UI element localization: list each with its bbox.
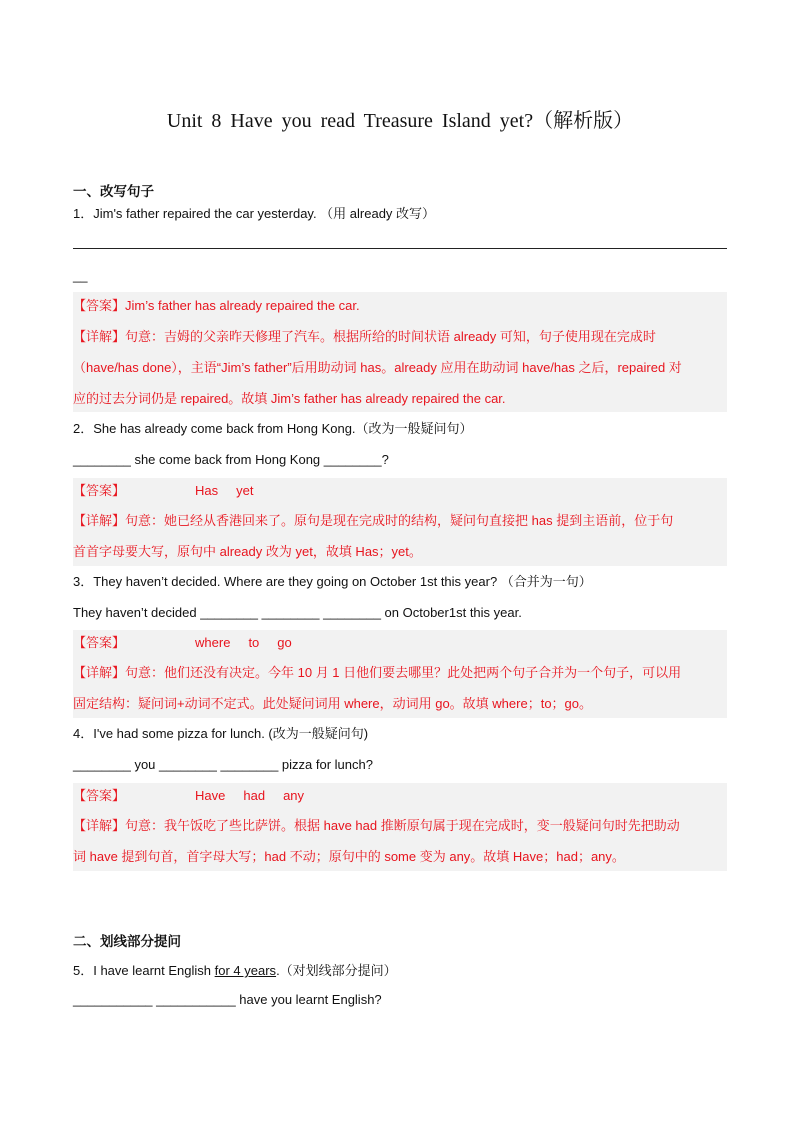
answer-label: 【答案】 [73,483,126,498]
answer-blank-line [73,248,727,249]
answer-q1 [73,296,360,316]
question-2: 2．She has already come back from Hong Kong.（改为一般疑问句） [73,421,473,436]
answer-q2 [73,481,253,501]
question-4: 4．I've had some pizza for lunch. (改为一般疑问句) [73,726,369,741]
question-5-blank: ___________ ___________ have you learnt English? [73,992,382,1007]
question-2-blank: ________ she come back from Hong Kong ________? [73,452,389,467]
answer-word-3: go [277,635,292,650]
question-5-text: 5．I have learnt English [73,963,215,978]
detail-q1-line1 [73,327,656,347]
question-5-instruction: .（对划线部分提问） [276,963,397,978]
detail-text: 句意：吉姆的父亲昨天修理了汽车。根据所给的时间状语 already 可知，句子使用现在完成时 [125,329,656,344]
answer-word-2: yet [236,483,254,498]
detail-label: 【详解】 [73,818,126,833]
question-3: 3．They haven’t decided. Where are they going on October 1st this year? （合并为一句） [73,574,592,589]
answer-label: 【答案】 [73,298,126,313]
answer-word-1: Has [195,483,219,498]
section-title-question: 二、划线部分提问 [73,934,181,949]
underlined-phrase: for 4 years [214,963,277,978]
detail-label: 【详解】 [73,329,126,344]
answer-label: 【答案】 [73,635,126,650]
answer-label: 【答案】 [73,788,126,803]
question-1: 1．Jim's father repaired the car yesterday. （用 already 改写） [73,206,436,221]
document-title: Unit 8 Have you read Treasure Island yet?（解析版） [166,110,634,132]
answer-text: Jim’s father has already repaired the car. [125,298,360,313]
answer-word-3: any [283,788,305,803]
detail-label: 【详解】 [73,665,126,680]
section-title-rewrite: 一、改写句子 [73,184,154,199]
question-5 [73,961,397,981]
detail-text: 句意：我午饭吃了些比萨饼。根据 have had 推断原句属于现在完成时，变一般疑问句时先把助动 [125,818,680,833]
answer-word-2: had [243,788,266,803]
answer-blank-tail: __ [73,268,88,283]
detail-text: 句意：她已经从香港回来了。原句是现在完成时的结构，疑问句直接把 has 提到主语前，位于句 [125,513,674,528]
answer-q4 [73,786,304,806]
detail-q4-line1 [73,816,680,836]
question-4-blank: ________ you ________ ________ pizza for lunch? [73,757,373,772]
detail-q3-line1 [73,663,681,683]
question-3-blank: They haven’t decided ________ ________ ________ on October1st this year. [73,605,522,620]
detail-q1-line2: （have/has done），主语“Jim’s father”后用助动词 has。already 应用在助动词 have/has 之后，repaired 对 [73,360,682,375]
answer-q3 [73,633,292,653]
detail-q1-line3: 应的过去分词仍是 repaired。故填 Jim’s father has already repaired the car. [73,391,506,406]
answer-word-2: to [248,635,260,650]
detail-text: 句意：他们还没有决定。今年 10 月 1 日他们要去哪里？此处把两个句子合并为一个句子，可以用 [125,665,682,680]
answer-word-1: where [195,635,231,650]
answer-word-1: Have [195,788,226,803]
detail-label: 【详解】 [73,513,126,528]
detail-q2-line2: 首首字母要大写，原句中 already 改为 yet，故填 Has；yet。 [73,544,422,559]
detail-q2-line1 [73,511,673,531]
detail-q4-line2: 词 have 提到句首，首字母大写；had 不动；原句中的 some 变为 any。故填 Have；had；any。 [73,849,625,864]
detail-q3-line2: 固定结构：疑问词+动词不定式。此处疑问词用 where，动词用 go。故填 where；to；go。 [73,696,593,711]
